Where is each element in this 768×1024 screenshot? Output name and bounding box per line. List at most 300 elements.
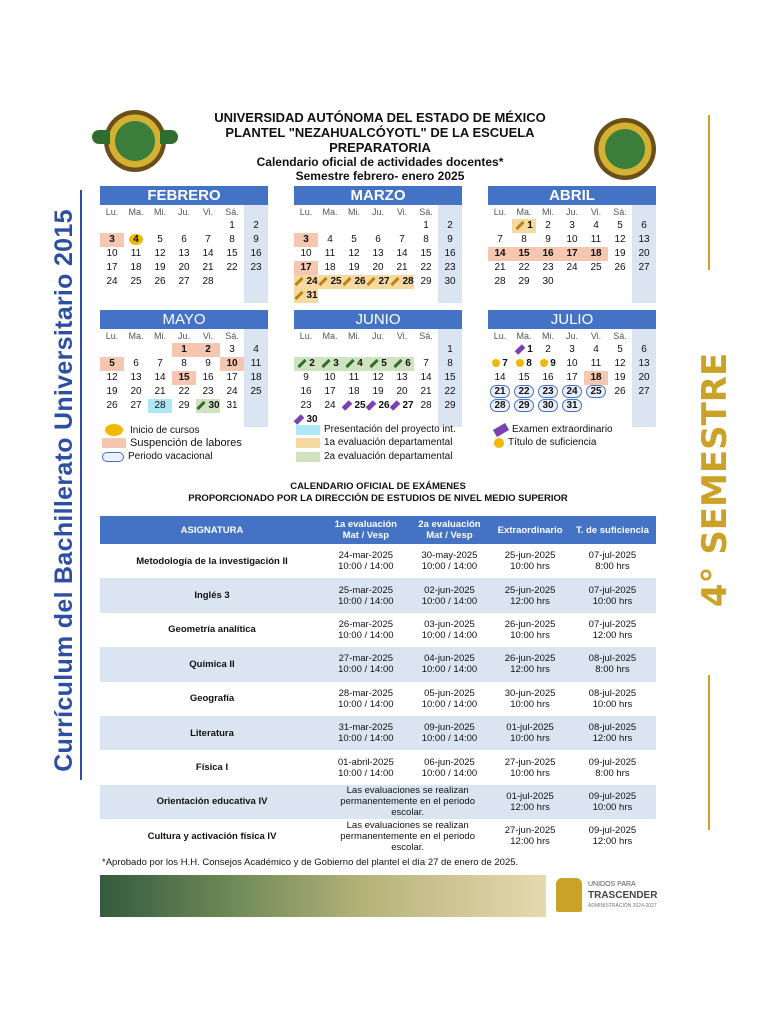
calendar-day: 23: [202, 386, 214, 397]
school-name: PLANTEL "NEZAHUALCÓYOTL" DE LA ESCUELA PREPARATORIA: [225, 125, 535, 155]
weekday-label: Ju.: [371, 207, 384, 217]
calendar-day: 5: [617, 220, 623, 231]
calendar-day: 21: [488, 385, 512, 399]
eval2-cell: 30-may-2025 10:00 / 14:00: [421, 550, 478, 573]
lightning-icon: [366, 400, 377, 411]
empty-day: [390, 343, 414, 357]
calendar-day: 15: [512, 247, 536, 261]
calendar-day: 17: [226, 372, 238, 383]
pencil-icon: [367, 277, 376, 286]
calendar-day: 13: [178, 248, 190, 259]
calendar-day: 2: [294, 357, 318, 371]
calendar-day: 10: [566, 358, 578, 369]
calendar-day: 2: [447, 220, 453, 231]
weekday-label: Ju.: [371, 331, 384, 341]
legend: [100, 424, 660, 468]
empty-day: [124, 343, 148, 357]
calendar-day: 22: [512, 385, 536, 399]
calendar-day: 16: [536, 247, 560, 261]
exam-calendar-title: CALENDARIO OFICIAL DE EXÁMENES PROPORCIONADO POR LA DIRECCIÓN DE ESTUDIOS DE NIVEL MEDIO SUPERIOR: [188, 481, 568, 504]
calendar-day: 12: [372, 372, 384, 383]
empty-day: [342, 343, 366, 357]
calendar-day: 20: [638, 248, 650, 259]
month-title: ABRIL: [488, 186, 656, 205]
weekday-label: Lu.: [299, 207, 313, 217]
calendar-day: 5: [157, 234, 163, 245]
calendar-day: 19: [154, 262, 166, 273]
empty-day: [342, 219, 366, 233]
pencil-green-icon: [296, 452, 320, 462]
month-abril: [488, 186, 656, 289]
calendar-day: 5: [351, 234, 357, 245]
weekday-label: Sá.: [613, 331, 627, 341]
calendar-day: 9: [447, 234, 453, 245]
sun-icon: [494, 438, 504, 448]
weekday-label: Mi.: [348, 207, 360, 217]
weekday-label: Lu.: [299, 331, 313, 341]
weekday-label: Ma.: [322, 207, 338, 217]
calendar-day: 10: [300, 248, 312, 259]
weekday-label: Sá.: [419, 331, 433, 341]
plantel-shield-icon: [594, 118, 656, 180]
calendar-day: 20: [638, 372, 650, 383]
calendar-day: 25: [250, 386, 262, 397]
extraordinario-cell: 25-jun-2025 12:00 hrs: [491, 578, 569, 612]
calendar-day: 11: [348, 372, 360, 383]
calendar-day: 1: [423, 220, 429, 231]
eval1-cell: 27-mar-2025 10:00 / 14:00: [324, 647, 408, 681]
calendar-day: 29: [512, 399, 536, 413]
weekday-label: Ma.: [322, 331, 338, 341]
calendar-day: 16: [444, 248, 456, 259]
col-eval2: 2a evaluación Mat / Vesp: [408, 516, 492, 544]
calendar-day: 8: [181, 358, 187, 369]
subject-cell: Geometría analítica: [168, 624, 256, 636]
subject-cell: Geografía: [189, 693, 235, 705]
calendar-day: 21: [420, 386, 432, 397]
weekday-label: Sá.: [225, 331, 239, 341]
subject-cell: Inglés 3: [100, 578, 324, 612]
extraordinario-cell: 25-jun-2025 10:00 hrs: [504, 550, 556, 573]
eval2-cell: 03-jun-2025 10:00 / 14:00: [421, 618, 478, 641]
suficiencia-cell: 09-jul-2025 8:00 hrs: [588, 756, 637, 779]
lightning-icon: [515, 344, 526, 355]
empty-day: [124, 219, 148, 233]
trascender-logo-icon: [556, 878, 582, 912]
calendar-day: 12: [106, 372, 118, 383]
calendar-day: 15: [518, 372, 530, 383]
calendar-subtitle: Calendario oficial de actividades docentes*: [256, 155, 504, 169]
lightning-icon: [342, 400, 353, 411]
pencil-icon: [516, 221, 525, 230]
calendar-day: 23: [250, 262, 262, 273]
calendar-day: 30: [196, 399, 220, 413]
calendar-day: 18: [250, 372, 262, 383]
calendar-day: 30: [444, 276, 456, 287]
calendar-day: 25: [584, 385, 608, 399]
empty-day: [488, 219, 512, 233]
calendar-day: 18: [130, 262, 142, 273]
subject-cell: Literatura: [100, 716, 324, 750]
calendar-day: 13: [638, 234, 650, 245]
weekday-label: Mi.: [348, 331, 360, 341]
weekday-label: Ma.: [128, 331, 144, 341]
empty-day: [366, 219, 390, 233]
subject-cell: Química II: [100, 647, 324, 681]
pencil-icon: [322, 359, 331, 368]
calendar-day: 13: [638, 358, 650, 369]
calendar-day: 1: [229, 220, 235, 231]
pencil-icon: [319, 277, 328, 286]
legend-vacacional: Periodo vacacional: [102, 451, 213, 462]
calendar-day: 27: [130, 400, 142, 411]
extraordinario-cell: 01-jul-2025 10:00 hrs: [491, 716, 569, 750]
table-row: [100, 785, 656, 819]
calendar-day: 18: [348, 386, 360, 397]
calendar-day: 10: [220, 357, 244, 371]
table-row: [100, 750, 656, 784]
weekday-label: Sá.: [613, 207, 627, 217]
calendar-day: 4: [593, 220, 599, 231]
month-title: MARZO: [294, 186, 462, 205]
weekday-header: [488, 205, 656, 219]
calendar-day: 11: [324, 248, 336, 259]
weekday-label: Ma.: [516, 331, 532, 341]
suficiencia-cell: 08-jul-2025 12:00 hrs: [569, 716, 656, 750]
subject-cell: Orientación educativa IV: [100, 785, 324, 819]
col-suficiencia: T. de suficiencia: [569, 516, 656, 544]
calendar-day: 3: [100, 233, 124, 247]
calendar-day: 7: [157, 358, 163, 369]
weekday-label: Vi.: [396, 207, 408, 217]
table-row: [100, 578, 656, 612]
extraordinario-cell: 26-jun-2025 10:00 hrs: [504, 618, 556, 641]
eval1-cell: 24-mar-2025 10:00 / 14:00: [338, 550, 394, 573]
calendar-day: 26: [614, 262, 626, 273]
eval1-cell: 28-mar-2025 10:00 / 14:00: [338, 687, 394, 710]
empty-day: [294, 219, 318, 233]
calendar-day: 17: [324, 386, 336, 397]
pencil-icon: [296, 438, 320, 448]
calendar-day: 28: [202, 276, 214, 287]
sun-icon: [516, 359, 524, 367]
pencil-icon: [394, 359, 403, 368]
calendar-day: 13: [372, 248, 384, 259]
table-row: [100, 647, 656, 681]
calendar-day: 3: [318, 357, 342, 371]
calendar-day: 26: [342, 275, 366, 289]
weekday-label: Sá.: [419, 207, 433, 217]
pencil-icon: [295, 291, 304, 300]
calendar-day: 3: [294, 233, 318, 247]
calendar-day: 5: [366, 357, 390, 371]
weekday-header: [294, 205, 462, 219]
calendar-day: 11: [130, 248, 142, 259]
extraordinario-cell: 27-jun-2025 12:00 hrs: [504, 825, 556, 848]
table-row: [100, 682, 656, 716]
calendar-day: 4: [124, 233, 148, 247]
curriculum-title: Currículum del Bachillerato Universitario 2015: [49, 208, 78, 772]
lightning-icon: [294, 414, 305, 425]
extraordinario-cell: 01-jul-2025 12:00 hrs: [491, 785, 569, 819]
calendar-day: 22: [444, 386, 456, 397]
lightning-icon: [390, 400, 401, 411]
calendar-day: 25: [342, 399, 366, 413]
calendar-day: 29: [444, 400, 456, 411]
weekday-label: Vi.: [590, 331, 602, 341]
calendar-day: 26: [614, 386, 626, 397]
gold-divider-bottom: [708, 675, 710, 830]
calendar-day: 13: [130, 372, 142, 383]
legend-eval1: 1a evaluación departamental: [296, 437, 452, 448]
eval1-cell: 26-mar-2025 10:00 / 14:00: [338, 618, 394, 641]
calendar-day: 3: [569, 220, 575, 231]
calendar-day: 4: [593, 344, 599, 355]
sun-icon: [492, 359, 500, 367]
exam-table: [100, 516, 656, 854]
calendar-day: 10: [566, 234, 578, 245]
calendar-day: 17: [560, 247, 584, 261]
calendar-day: 9: [205, 358, 211, 369]
calendar-day: 7: [497, 234, 503, 245]
calendar-day: 24: [324, 400, 336, 411]
weekday-label: Mi.: [154, 331, 166, 341]
month-mayo: [100, 310, 268, 413]
calendar-day: 27: [638, 262, 650, 273]
calendar-day: 28: [148, 399, 172, 413]
calendar-day: 6: [390, 357, 414, 371]
month-marzo: [294, 186, 462, 303]
weekday-label: Lu.: [105, 207, 119, 217]
calendar-day: 27: [366, 275, 390, 289]
calendar-day: 2: [253, 220, 259, 231]
calendar-day: 12: [614, 234, 626, 245]
empty-day: [100, 219, 124, 233]
calendar-day: 27: [390, 399, 414, 413]
calendar-day: 6: [133, 358, 139, 369]
calendar-day: 21: [494, 262, 506, 273]
extraordinario-cell: 30-jun-2025 10:00 hrs: [504, 687, 556, 710]
month-title: FEBRERO: [100, 186, 268, 205]
month-febrero: [100, 186, 268, 289]
pencil-icon: [197, 401, 206, 410]
calendar-day: 19: [372, 386, 384, 397]
calendar-day: 17: [566, 372, 578, 383]
table-row: [100, 716, 656, 750]
calendar-day: 16: [202, 372, 214, 383]
calendar-day: 31: [226, 400, 238, 411]
eval2-cell: 06-jun-2025 10:00 / 14:00: [421, 756, 478, 779]
calendar-day: 22: [518, 262, 530, 273]
calendar-day: 27: [178, 276, 190, 287]
eval2-cell: 02-jun-2025 10:00 / 14:00: [408, 578, 492, 612]
calendar-day: 26: [106, 400, 118, 411]
calendar-day: 16: [542, 372, 554, 383]
calendar-day: 23: [444, 262, 456, 273]
calendar-day: 10: [106, 248, 118, 259]
pencil-icon: [298, 359, 307, 368]
calendar-day: 30: [294, 413, 318, 427]
cloud-icon: [102, 452, 124, 462]
calendar-day: 17: [106, 262, 118, 273]
calendar-day: 3: [569, 344, 575, 355]
calendar-day: 3: [229, 344, 235, 355]
col-extraordinario: Extraordinario: [491, 516, 569, 544]
calendar-day: 8: [447, 358, 453, 369]
empty-day: [148, 343, 172, 357]
legend-eval2: 2a evaluación departamental: [296, 451, 452, 462]
calendar-day: 1: [512, 343, 536, 357]
col-eval1: 1a evaluación Mat / Vesp: [324, 516, 408, 544]
legend-proyecto: Presentación del proyecto int.: [296, 424, 456, 435]
calendar-day: 18: [324, 262, 336, 273]
calendar-day: 24: [226, 386, 238, 397]
eval2-cell: 05-jun-2025 10:00 / 14:00: [421, 687, 478, 710]
calendar-day: 12: [154, 248, 166, 259]
weekday-header: [294, 329, 462, 343]
suficiencia-cell: 09-jul-2025 12:00 hrs: [588, 825, 637, 848]
sun-icon: [540, 359, 548, 367]
weekday-label: Ju.: [565, 331, 578, 341]
calendar-day: 7: [205, 234, 211, 245]
eval1-cell: 01-abril-2025 10:00 / 14:00: [337, 756, 394, 779]
weekday-label: Ma.: [516, 207, 532, 217]
calendar-day: 28: [488, 399, 512, 413]
calendar-day: 23: [536, 385, 560, 399]
calendar-day: 24: [566, 262, 578, 273]
side-divider: [80, 190, 82, 780]
gold-divider-top: [708, 115, 710, 270]
weekday-label: Sá.: [225, 207, 239, 217]
calendar-day: 9: [253, 234, 259, 245]
calendar-day: 14: [488, 247, 512, 261]
month-title: JULIO: [488, 310, 656, 329]
calendar-day: 2: [545, 220, 551, 231]
empty-day: [318, 343, 342, 357]
legend-suficiencia: Título de suficiencia: [494, 437, 596, 448]
calendar-day: 5: [617, 344, 623, 355]
calendar-day: 19: [348, 262, 360, 273]
calendar-day: 25: [590, 262, 602, 273]
weekday-label: Lu.: [493, 331, 507, 341]
extraordinario-cell: 26-jun-2025 12:00 hrs: [491, 647, 569, 681]
month-junio: [294, 310, 462, 427]
weekday-label: Mi.: [154, 207, 166, 217]
calendar-day: 13: [396, 372, 408, 383]
weekday-label: Lu.: [105, 331, 119, 341]
suficiencia-cell: 09-jul-2025 10:00 hrs: [569, 785, 656, 819]
calendar-day: 6: [641, 220, 647, 231]
calendar-day: 11: [590, 234, 602, 245]
subject-cell: Metodología de la investigación II: [136, 555, 288, 567]
calendar-day: 22: [226, 262, 238, 273]
calendar-day: 26: [154, 276, 166, 287]
calendar-day: 20: [130, 386, 142, 397]
calendar-day: 8: [423, 234, 429, 245]
eval2-cell: 04-jun-2025 10:00 / 14:00: [408, 647, 492, 681]
empty-day: [366, 343, 390, 357]
weekday-label: Mi.: [542, 331, 554, 341]
calendar-day: 28: [494, 276, 506, 287]
subject-cell: Física I: [195, 762, 229, 774]
calendar-day: 22: [420, 262, 432, 273]
calendar-day: 22: [178, 386, 190, 397]
weekday-label: Ju.: [177, 207, 190, 217]
calendar-day: 29: [420, 276, 432, 287]
table-row: [100, 544, 656, 578]
calendar-day: 19: [614, 372, 626, 383]
empty-day: [390, 219, 414, 233]
empty-day: [318, 219, 342, 233]
calendar-day: 26: [366, 399, 390, 413]
weekday-header: [100, 329, 268, 343]
empty-day: [488, 343, 512, 357]
suficiencia-cell: 07-jul-2025 8:00 hrs: [588, 550, 637, 573]
suficiencia-cell: 08-jul-2025 10:00 hrs: [588, 687, 637, 710]
calendar-day: 21: [202, 262, 214, 273]
eval1-cell: 25-mar-2025 10:00 / 14:00: [324, 578, 408, 612]
note-cell: Las evaluaciones se realizan permanentemente en el periodo escolar.: [324, 785, 491, 819]
calendar-day: 21: [154, 386, 166, 397]
calendar-day: 1: [172, 343, 196, 357]
calendar-day: 24: [560, 385, 584, 399]
calendar-day: 24: [294, 275, 318, 289]
footnote: *Aprobado por los H.H. Consejos Académico y de Gobierno del plantel el día 27 de enero de 2025.: [102, 857, 519, 868]
calendar-day: 14: [396, 248, 408, 259]
calendar-day: 25: [318, 275, 342, 289]
calendar-day: 25: [130, 276, 142, 287]
calendar-day: 16: [250, 248, 262, 259]
suficiencia-cell: 07-jul-2025 10:00 hrs: [569, 578, 656, 612]
col-asignatura: ASIGNATURA: [100, 516, 324, 544]
calendar-day: 27: [638, 386, 650, 397]
calendar-day: 9: [545, 234, 551, 245]
calendar-day: 1: [447, 344, 453, 355]
month-title: JUNIO: [294, 310, 462, 329]
page-header: [100, 110, 660, 185]
weekday-header: [488, 329, 656, 343]
weekday-label: Vi.: [202, 331, 214, 341]
calendar-day: 23: [300, 400, 312, 411]
empty-day: [294, 343, 318, 357]
calendar-day: 31: [560, 399, 584, 413]
table-row: [100, 819, 656, 853]
empty-day: [148, 219, 172, 233]
pencil-icon: [346, 359, 355, 368]
pencil-icon: [391, 277, 400, 286]
semester-label: Semestre febrero- enero 2025: [295, 169, 465, 183]
calendar-day: 15: [444, 372, 456, 383]
decorative-banner: [100, 875, 546, 917]
calendar-day: 11: [590, 358, 602, 369]
weekday-label: Vi.: [396, 331, 408, 341]
calendar-day: 14: [154, 372, 166, 383]
calendar-day: 28: [420, 400, 432, 411]
legend-extraordinario: Examen extraordinario: [494, 424, 613, 435]
calendar-day: 19: [106, 386, 118, 397]
calendar-day: 20: [372, 262, 384, 273]
weekday-label: Lu.: [493, 207, 507, 217]
note-cell: Las evaluaciones se realizan permanentemente en el periodo escolar.: [340, 819, 475, 853]
calendar-day: 7: [488, 357, 512, 371]
calendar-day: 10: [324, 372, 336, 383]
calendar-day: 28: [390, 275, 414, 289]
exam-table-header: [100, 516, 656, 544]
weekday-label: Vi.: [590, 207, 602, 217]
extraordinario-cell: 27-jun-2025 10:00 hrs: [504, 756, 556, 779]
empty-day: [196, 219, 220, 233]
suficiencia-cell: 08-jul-2025 8:00 hrs: [569, 647, 656, 681]
